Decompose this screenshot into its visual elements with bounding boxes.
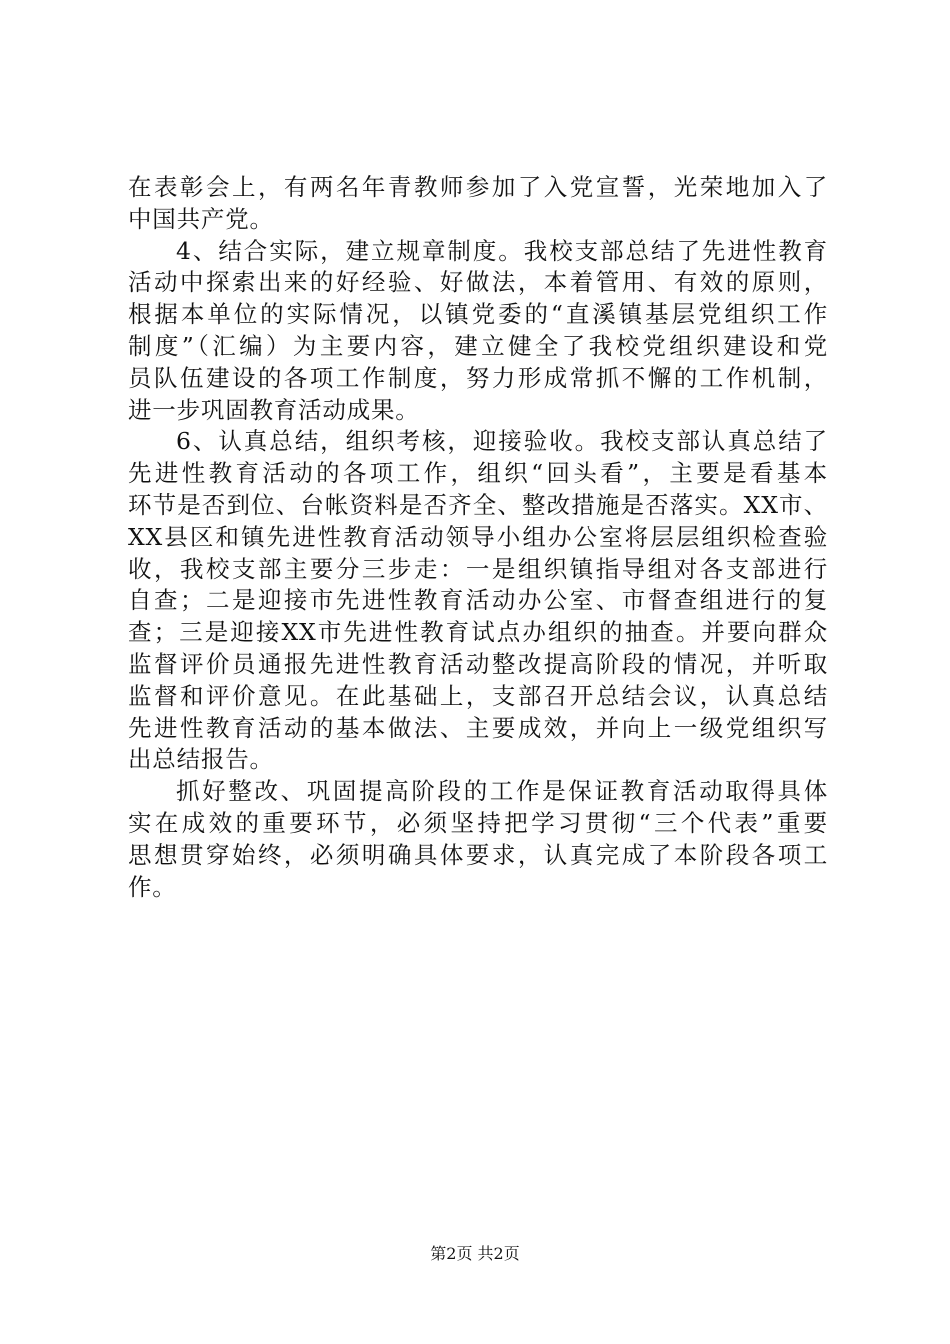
paragraph [128, 172, 828, 236]
paragraph-line: 中国共产党。 [128, 204, 274, 233]
paragraph-line: 根据本单位的实际情况，以镇党委的“直溪镇基层党组织工作 [128, 300, 828, 329]
paragraph-line: 先进性教育活动的各项工作，组织“回头看”，主要是看基本 [128, 459, 828, 488]
paragraph-line: 活动中探索出来的好经验、好做法，本着管用、有效的原则， [128, 268, 828, 297]
paragraph-line: 先进性教育活动的基本做法、主要成效，并向上一级党组织写 [128, 713, 828, 742]
paragraph-line: 出总结报告。 [128, 745, 274, 774]
paragraph-line: 作。 [128, 872, 177, 901]
document-body [128, 172, 828, 903]
paragraph [128, 776, 828, 903]
paragraph-line: 实在成效的重要环节，必须坚持把学习贯彻“三个代表”重要 [128, 808, 828, 837]
paragraph-line: 员队伍建设的各项工作制度，努力形成常抓不懈的工作机制， [128, 363, 828, 392]
paragraph-line: 制度”（汇编）为主要内容，建立健全了我校党组织建设和党 [128, 331, 828, 360]
page-number-footer: 第2页 共2页 [430, 1244, 520, 1263]
paragraph-line: 4、结合实际，建立规章制度。我校支部总结了先进性教育 [176, 236, 828, 265]
paragraph-line: 在表彰会上，有两名年青教师参加了入党宣誓，光荣地加入了 [128, 173, 828, 201]
paragraph-line: XX县区和镇先进性教育活动领导小组办公室将层层组织检查验 [128, 522, 828, 551]
paragraph-line: 查；三是迎接XX市先进性教育试点办组织的抽查。并要向群众 [128, 618, 828, 647]
paragraph-line: 监督和评价意见。在此基础上，支部召开总结会议，认真总结 [128, 681, 828, 710]
paragraph-line: 监督评价员通报先进性教育活动整改提高阶段的情况，并听取 [128, 649, 828, 678]
paragraph-line: 6、认真总结，组织考核，迎接验收。我校支部认真总结了 [176, 427, 828, 456]
paragraph-line: 抓好整改、巩固提高阶段的工作是保证教育活动取得具体 [176, 777, 828, 806]
paragraph [128, 236, 828, 427]
paragraph-line: 环节是否到位、台帐资料是否齐全、整改措施是否落实。XX市、 [128, 490, 828, 519]
paragraph-line: 进一步巩固教育活动成果。 [128, 395, 420, 424]
paragraph-line: 自查；二是迎接市先进性教育活动办公室、市督查组进行的复 [128, 586, 828, 615]
paragraph [128, 426, 828, 776]
paragraph-line: 思想贯穿始终，必须明确具体要求，认真完成了本阶段各项工 [128, 840, 828, 869]
paragraph-line: 收，我校支部主要分三步走：一是组织镇指导组对各支部进行 [128, 554, 828, 583]
